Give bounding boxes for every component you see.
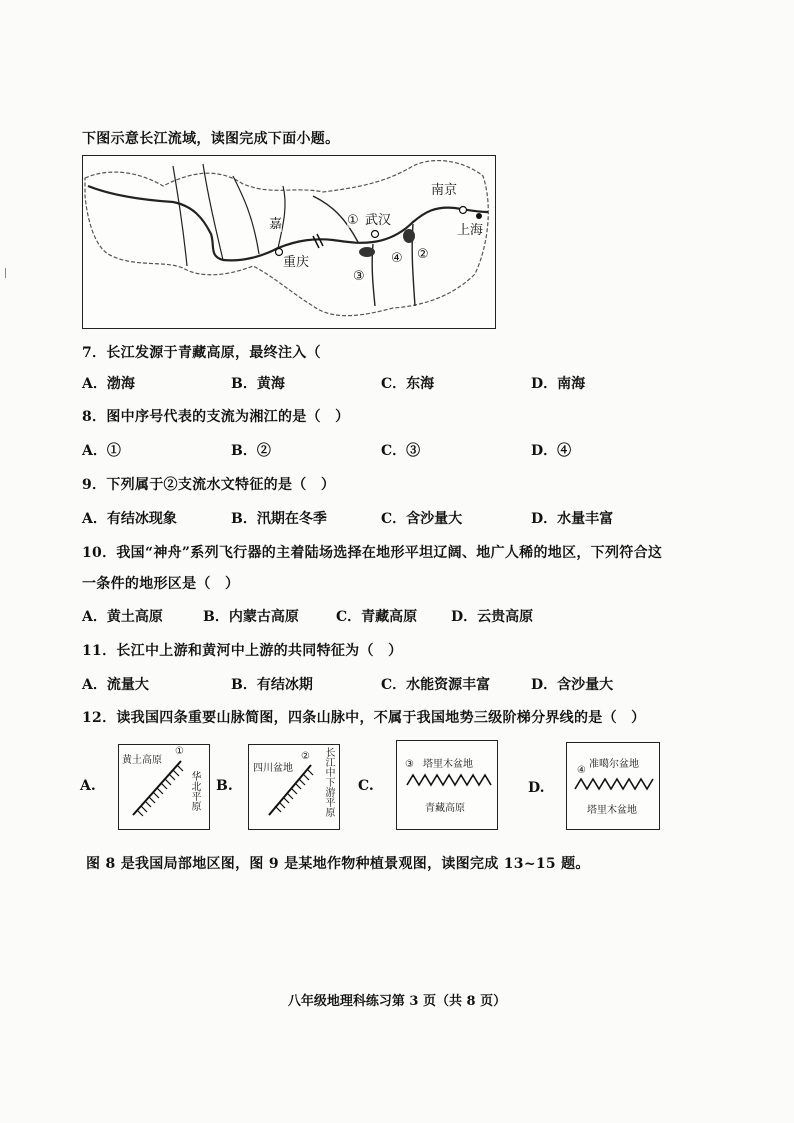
mountain-c-top-label: 塔里木盆地 xyxy=(423,759,473,770)
q9-option-b[interactable]: B．汛期在冬季 xyxy=(231,511,327,527)
q7-stem: 7．长江发源于青藏高原，最终注入（ xyxy=(82,345,321,361)
q10-option-a[interactable]: A．黄土高原 xyxy=(82,609,163,625)
q8-option-d[interactable]: D．④ xyxy=(531,443,572,459)
label-marker-4: ④ xyxy=(391,251,403,266)
three-gorges-mark xyxy=(313,234,323,248)
mountain-a-right-label: 华北平原 xyxy=(189,771,200,811)
mountain-a-left-label: 黄土高原 xyxy=(122,755,162,766)
mountain-c-number: ③ xyxy=(405,759,414,770)
ridge-ticks-b xyxy=(275,769,313,812)
q12-option-c[interactable]: C. xyxy=(358,778,374,794)
q12-stem: 12．读我国四条重要山脉简图，四条山脉中，不属于我国地势三级阶梯分界线的是（ ） xyxy=(82,710,646,726)
q7-option-c[interactable]: C．东海 xyxy=(381,376,435,392)
label-marker-3: ③ xyxy=(353,269,365,284)
q9-stem: 9．下列属于②支流水文特征的是（ ） xyxy=(82,477,336,493)
intro-text: 下图示意长江流域，读图完成下面小题。 xyxy=(82,131,340,147)
q8-option-b[interactable]: B．② xyxy=(231,443,271,459)
q11-option-b[interactable]: B．有结冰期 xyxy=(231,677,313,693)
ridge-zigzag-c xyxy=(407,775,491,785)
q8-stem: 8．图中序号代表的支流为湘江的是（ ） xyxy=(82,409,350,425)
q11-option-a[interactable]: A．流量大 xyxy=(82,677,149,693)
q12-option-d[interactable]: D. xyxy=(528,780,545,796)
yangtze-basin-map xyxy=(82,155,496,329)
label-shanghai: 上海 xyxy=(457,223,484,238)
q7-option-b[interactable]: B．黄海 xyxy=(231,376,285,392)
label-nanjing: 南京 xyxy=(431,183,458,198)
mountain-d-bottom-label: 塔里木盆地 xyxy=(587,805,637,816)
mountain-b-number: ② xyxy=(301,751,310,762)
label-chongqing: 重庆 xyxy=(283,255,310,270)
q8-option-c[interactable]: C．③ xyxy=(381,443,421,459)
label-jialing: 嘉 xyxy=(269,217,283,232)
mountain-b-left-label: 四川盆地 xyxy=(253,763,293,774)
mountain-b-right-label: 长江中下游平原 xyxy=(323,747,334,817)
basin-boundary xyxy=(85,161,488,316)
map-drawing xyxy=(83,156,495,328)
poyang-lake xyxy=(403,229,415,243)
page-footer: 八年级地理科练习第 3 页（共 8 页） xyxy=(287,994,507,1009)
q10-stem-line2: 一条件的地形区是（ ） xyxy=(82,576,240,592)
mountain-c-bottom-label: 青藏高原 xyxy=(425,803,465,814)
q7-option-d[interactable]: D．南海 xyxy=(531,376,586,392)
tributary-jialing xyxy=(233,176,259,254)
q9-option-d[interactable]: D．水量丰富 xyxy=(531,511,614,527)
q10-option-c[interactable]: C．青藏高原 xyxy=(336,609,418,625)
mountain-diagram-a xyxy=(118,744,210,830)
q7-option-a[interactable]: A．渤海 xyxy=(82,376,135,392)
ridge-zigzag-d xyxy=(575,779,653,789)
q10-option-d[interactable]: D．云贵高原 xyxy=(451,609,534,625)
q10-stem: 10．我国“神舟”系列飞行器的主着陆场选择在地形平坦辽阔、地广人稀的地区，下列符合这 xyxy=(82,545,663,561)
chongqing-dot xyxy=(276,249,283,256)
mountain-diagram-c xyxy=(396,740,498,830)
bottom-instruction: 图 8 是我国局部地区图，图 9 是某地作物种植景观图，读图完成 13~15 题。 xyxy=(86,856,590,872)
mountain-d-number: ④ xyxy=(577,765,586,776)
dongting-lake xyxy=(359,247,375,257)
q12-option-b[interactable]: B. xyxy=(216,778,233,794)
q11-option-d[interactable]: D．含沙量大 xyxy=(531,677,614,693)
q9-option-c[interactable]: C．含沙量大 xyxy=(381,511,463,527)
q11-stem: 11．长江中上游和黄河中上游的共同特征为（ ） xyxy=(82,643,403,659)
nanjing-dot xyxy=(460,207,467,214)
q9-option-a[interactable]: A．有结冰现象 xyxy=(82,511,177,527)
mountain-d-top-label: 准噶尔盆地 xyxy=(589,759,639,770)
label-marker-1: ① xyxy=(347,213,359,228)
scan-mark xyxy=(5,268,6,278)
mountain-a-number: ① xyxy=(175,746,184,757)
label-wuhan: 武汉 xyxy=(365,213,392,228)
shanghai-dot xyxy=(476,213,482,219)
mountain-diagram-b xyxy=(248,744,340,830)
q10-option-b[interactable]: B．内蒙古高原 xyxy=(203,609,299,625)
ridge-ticks-a xyxy=(137,765,183,816)
wuhan-dot xyxy=(372,231,379,238)
label-marker-2: ② xyxy=(417,247,429,262)
q12-option-a[interactable]: A. xyxy=(80,778,96,794)
mountain-diagram-d xyxy=(566,742,660,830)
tributary-jinsha xyxy=(173,166,187,266)
q8-option-a[interactable]: A．① xyxy=(82,443,121,459)
q11-option-c[interactable]: C．水能资源丰富 xyxy=(381,677,491,693)
